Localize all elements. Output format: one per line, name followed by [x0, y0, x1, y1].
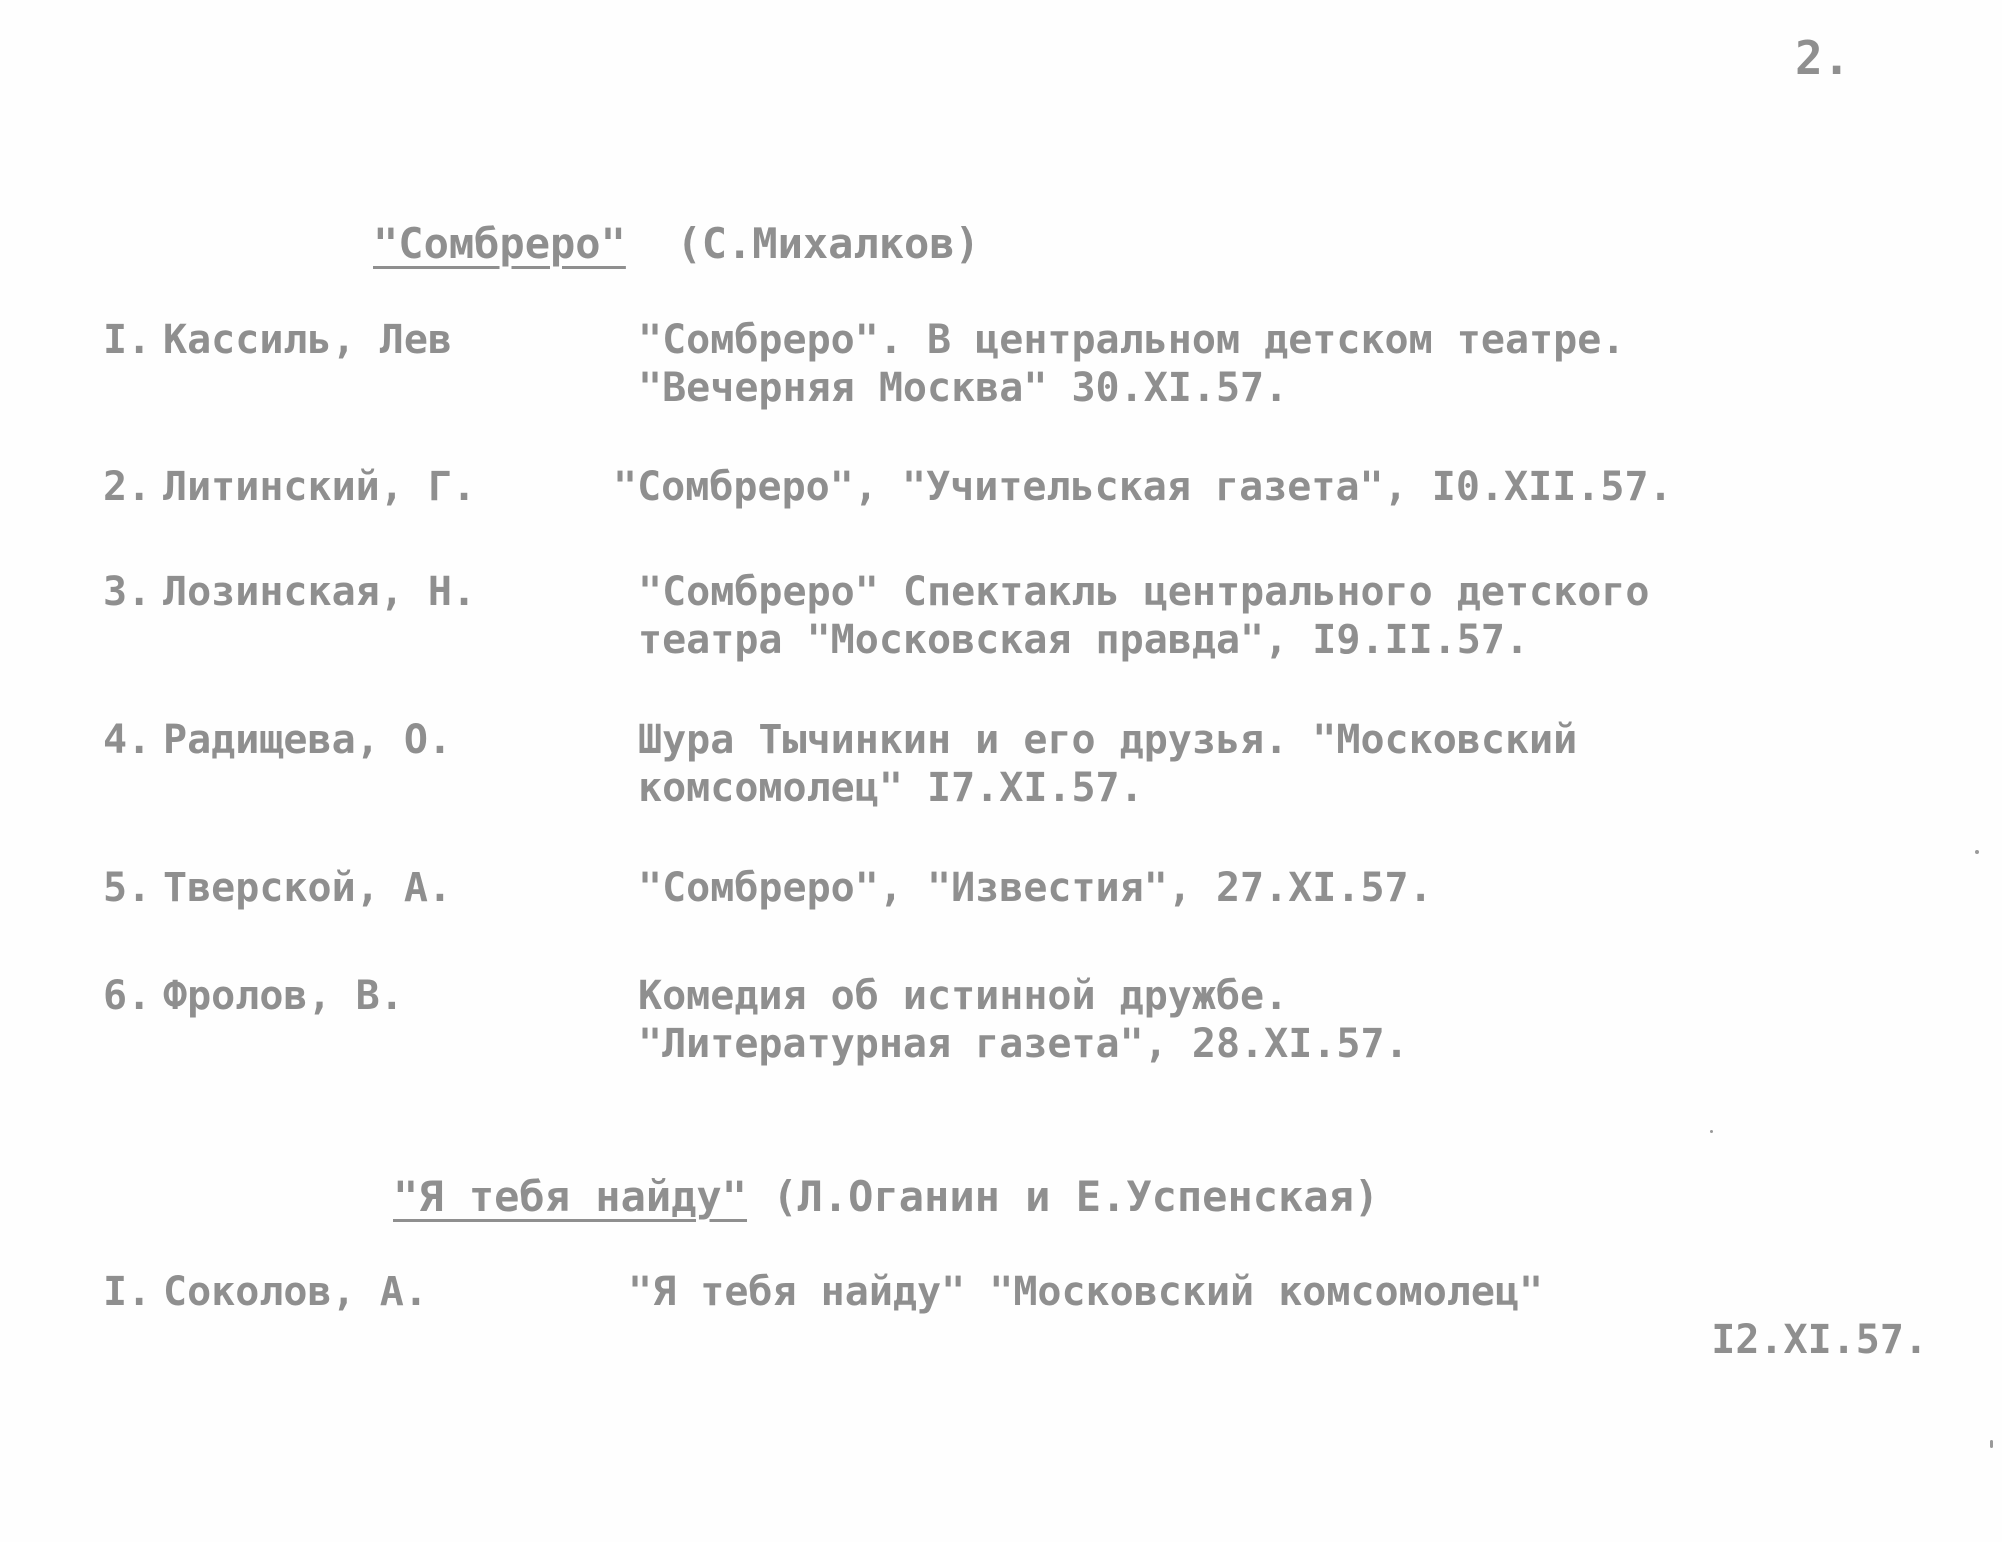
scan-speck [1710, 1130, 1713, 1133]
entry-text [638, 318, 1978, 414]
scan-speck [1990, 1440, 1993, 1448]
scan-speck [1975, 850, 1979, 854]
entry-line: театра "Московская правда", I9.II.57. [638, 617, 1530, 663]
entry-text [638, 570, 1978, 666]
entry-line: комсомолец" I7.XI.57. [638, 765, 1144, 811]
entry-line: "Я тебя найду" "Московский комсомолец" [628, 1269, 1544, 1315]
entry-number: 5. [103, 865, 152, 911]
entry-number: 4. [103, 717, 152, 763]
entry-number: 2. [103, 464, 152, 510]
entry-text [638, 866, 1978, 914]
entry-text [613, 465, 1953, 513]
section-title: "Сомбреро" [373, 219, 626, 268]
entry-line: "Вечерняя Москва" 30.XI.57. [638, 365, 1289, 411]
entry-line: "Сомбреро", "Учительская газета", I0.XII.57. [613, 464, 1673, 510]
entry-author: Соколов, А. [163, 1269, 428, 1315]
page-number: 2. [1795, 31, 1851, 85]
entry-author: Фролов, В. [163, 973, 404, 1019]
entry-author: Лозинская, Н. [163, 569, 477, 615]
entry-number: 6. [103, 973, 152, 1019]
section-title: "Я тебя найду" [393, 1172, 748, 1221]
entry-line: "Сомбреро". В центральном детском театре. [638, 317, 1626, 363]
entry-author: Радищева, О. [163, 717, 452, 763]
entry-text [638, 974, 1978, 1070]
entry-author: Кассиль, Лев [163, 317, 452, 363]
entry-number: I. [103, 317, 152, 363]
entry-text [628, 1270, 1968, 1366]
entry-number: 3. [103, 569, 152, 615]
section-heading [393, 1172, 1380, 1221]
section-subtitle: (С.Михалков) [676, 219, 980, 268]
section-subtitle: (Л.Оганин и Е.Успенская) [772, 1172, 1380, 1221]
entry-line: "Сомбреро", "Известия", 27.XI.57. [638, 865, 1433, 911]
section-heading [373, 219, 980, 268]
entry-line: I2.XI.57. [1711, 1317, 1928, 1363]
entry-line: Комедия об истинной дружбе. [638, 973, 1289, 1019]
entry-author: Тверской, А. [163, 865, 452, 911]
entry-line: "Литературная газета", 28.XI.57. [638, 1021, 1409, 1067]
entry-author: Литинский, Г. [163, 464, 477, 510]
entry-text [638, 718, 1978, 814]
entry-number: I. [103, 1269, 152, 1315]
entry-line: "Сомбреро" Спектакль центрального детского [638, 569, 1650, 615]
entry-line: Шура Тычинкин и его друзья. "Московский [638, 717, 1578, 763]
